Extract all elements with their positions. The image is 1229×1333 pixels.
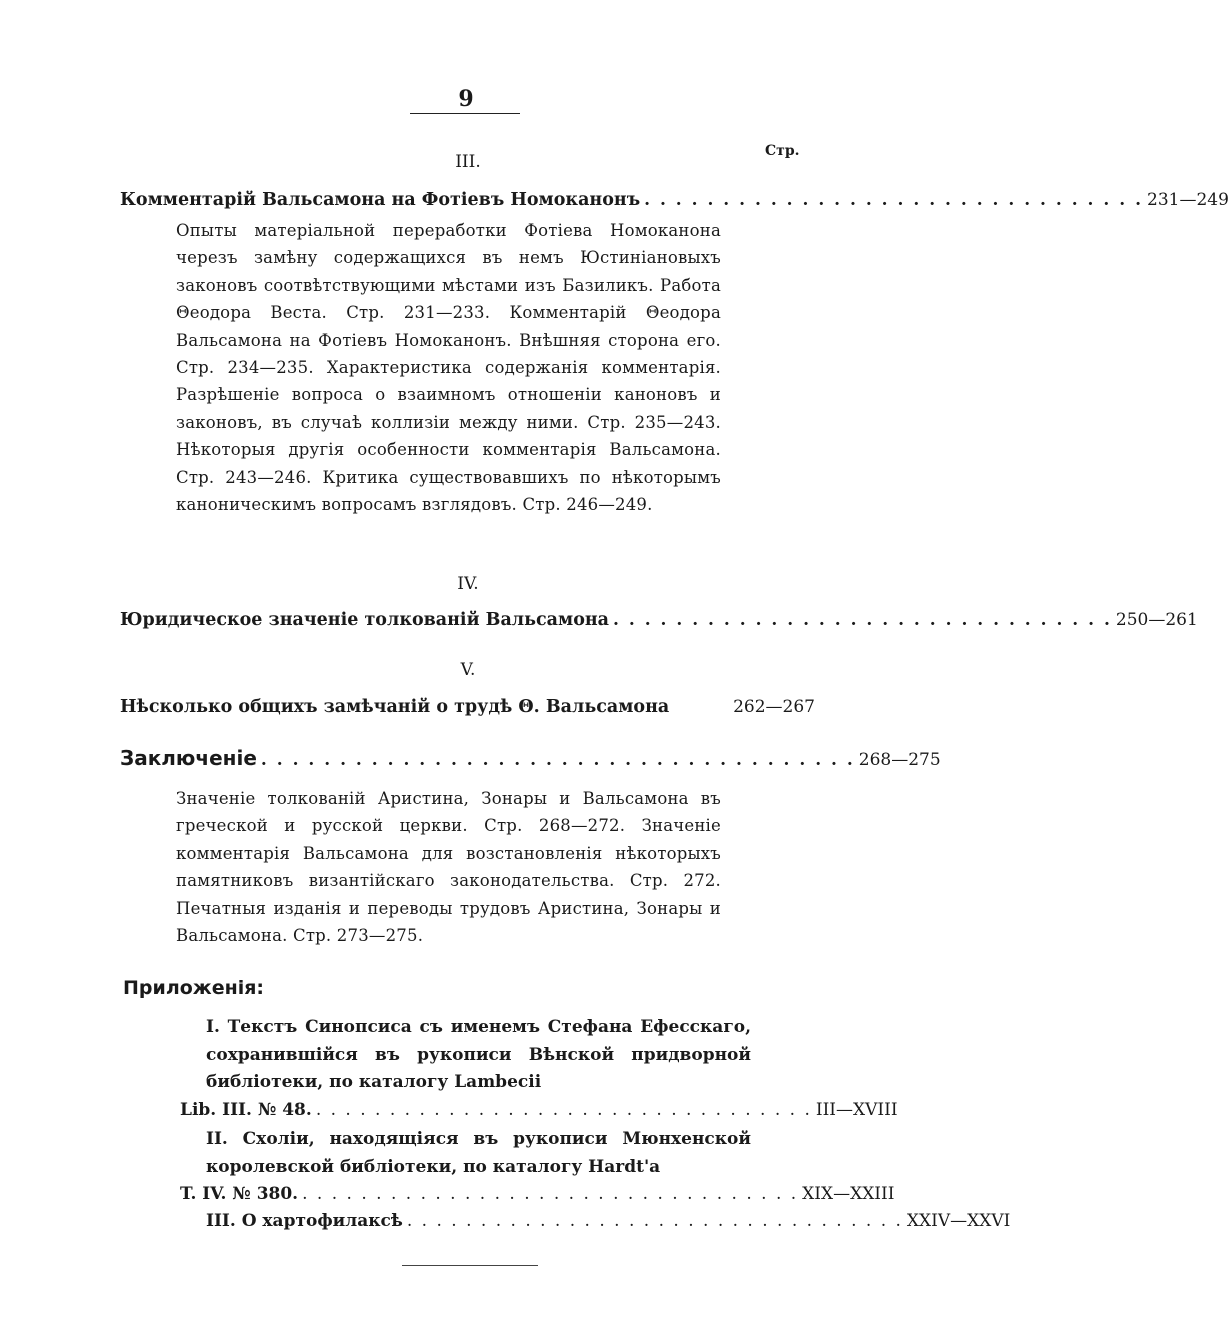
toc-entry-section-5[interactable] — [120, 697, 815, 723]
toc-entry-pages: 262—267 — [733, 697, 815, 717]
toc-entry-pages: 231—249 — [1147, 190, 1229, 210]
appendix-last-line — [180, 1097, 898, 1125]
toc-entry-pages: 268—275 — [858, 750, 941, 770]
leader-dots: . . . . . . . . . . . . . . . . . . . . . . . . . . . . . . . . . . . . . . — [260, 750, 855, 770]
leader-dots: . . . . . . . . . . . . . . . . . . . . . . . . . . . . . . . . . . — [302, 1184, 799, 1204]
toc-entry-section-3[interactable] — [120, 190, 1229, 216]
toc-entry-appendix-1[interactable] — [180, 1014, 898, 1124]
toc-entry-title: Заключенiе — [120, 746, 257, 770]
footer-rule — [402, 1265, 538, 1266]
header-rule — [410, 113, 520, 114]
toc-entry-pages: XXIV—XXVI — [906, 1211, 1011, 1231]
appendix-last-line — [180, 1208, 1011, 1236]
toc-entry-title: Юридическое значенiе толкованiй Вальсамона — [120, 610, 610, 630]
toc-entry-appendix-2[interactable] — [180, 1126, 895, 1209]
conclusion-summary: Значенiе толкованiй Аристина, Зонары и Вальсамона въ греческой и русской церкви. Стр. 268—272. Значенiе комментарiя Вальсамона для возстановленiя нѣкоторыхъ памятниковъ византiйскаго законодательства. Стр. 272. Печатныя изданiя и переводы трудовъ Аристина, Зонары и Вальсамона. Стр. 273—275. — [176, 789, 721, 946]
toc-entry-title: Комментарiй Вальсамона на Фотiевъ Номоканонъ — [120, 190, 641, 210]
appendix-reference: Lib. III. № 48. — [180, 1099, 312, 1120]
section-4-numeral: IV. — [457, 574, 479, 594]
appendix-reference: III. О хартофилаксѣ — [206, 1211, 403, 1231]
leader-dots: . . . . . . . . . . . . . . . . . . . . . . . . . . . . . . . . — [613, 610, 1112, 630]
leader-dots: . . . . . . . . . . . . . . . . . . . . . . . . . . . . . . . . . . — [315, 1099, 812, 1120]
toc-entry-section-4[interactable] — [120, 610, 1198, 636]
section-3-summary: Опыты матерiальной переработки Фотiева Номоканона черезъ замѣну содержащихся въ немъ Юстинiановыхъ законовъ соотвѣтствующими мѣстами изъ Базиликъ. Работа Θеодора Веста. Стр. 231—233. Комментарiй Θеодора Вальсамона на Фотiевъ Номоканонъ. Внѣшняя сторона его. Стр. 234—235. Характеристика содержанiя комментарiя. Разрѣшенiе вопроса о взаимномъ отношенiи каноновъ и законовъ, въ случаѣ коллизiи между ними. Стр. 235—243. Нѣкоторыя другiя особенности комментарiя Вальсамона. Стр. 243—246. Критика существовавшихъ по нѣкоторымъ каноническимъ вопросамъ взглядовъ. Стр. 246—249. — [176, 221, 721, 515]
section-3-numeral: III. — [455, 152, 481, 172]
toc-entry-pages: 250—261 — [1115, 610, 1198, 630]
toc-entry-conclusion[interactable] — [120, 746, 941, 772]
appendices-heading: Приложенiя: — [123, 977, 265, 999]
toc-entry-appendix-3[interactable] — [180, 1208, 1011, 1236]
leader-dots: . . . . . . . . . . . . . . . . . . . . . . . . . . . . . . . . . . — [406, 1211, 903, 1231]
page-number: 9 — [458, 86, 474, 112]
appendix-last-line — [180, 1181, 895, 1209]
toc-entry-pages: XIX—XXIII — [802, 1184, 895, 1204]
page-column-label: Стр. — [765, 143, 800, 159]
appendix-description: I. Текстъ Синопсиса съ именемъ Стефана Ефесскаго, сохранившiйся въ рукописи Вѣнской придворной библiотеки, по каталогу Lambecii — [206, 1017, 751, 1092]
appendix-description: II. Схолiи, находящiяся въ рукописи Мюнхенской королевской библiотеки, по каталогу Hardt'a — [206, 1129, 751, 1177]
toc-entry-pages: III—XVIII — [815, 1099, 898, 1120]
leader-dots: . . . . . . . . . . . . . . . . . . . . . . . . . . . . . . . . — [644, 190, 1143, 210]
toc-entry-title: Нѣсколько общихъ замѣчанiй о трудѣ Θ. Вальсамона — [120, 697, 670, 717]
appendix-reference: T. IV. № 380. — [180, 1184, 299, 1204]
section-5-numeral: V. — [460, 660, 476, 680]
